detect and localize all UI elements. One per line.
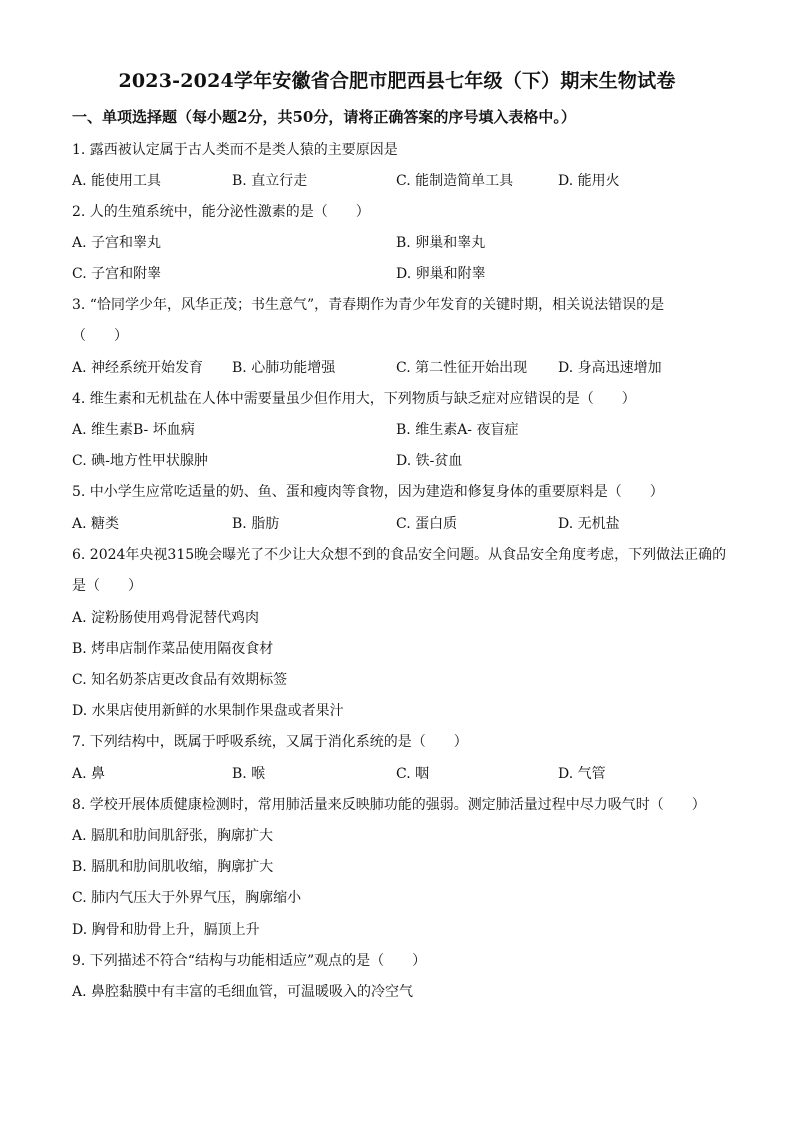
page-title: 2023-2024学年安徽省合肥市肥西县七年级（下）期末生物试卷 xyxy=(118,70,676,92)
option-b: B. 烤串店制作菜品使用隔夜食材 xyxy=(72,641,274,657)
option-row xyxy=(72,264,732,284)
question-stem: 5. 中小学生应常吃适量的奶、鱼、蛋和瘦肉等食物，因为建造和修复身体的重要原料是（ ） xyxy=(72,484,664,500)
option-a: A. 鼻腔黏膜中有丰富的毛细血管，可温暖吸入的冷空气 xyxy=(72,984,414,1000)
section-heading: 一、单项选择题（每小题2分，共50分，请将正确答案的序号填入表格中。） xyxy=(72,108,576,126)
option-a: A. 神经系统开始发育 xyxy=(72,360,204,376)
question-stem-cont: 是（ ） xyxy=(72,578,142,594)
option-row xyxy=(72,358,732,378)
option-a: A. 淀粉肠使用鸡骨泥替代鸡肉 xyxy=(72,610,260,626)
option-a: A. 子宫和睾丸 xyxy=(72,235,162,251)
option-b: B. 膈肌和肋间肌收缩，胸廓扩大 xyxy=(72,859,274,875)
option-c: C. 知名奶茶店更改食品有效期标签 xyxy=(72,672,288,688)
option-a: A. 糖类 xyxy=(72,516,120,532)
option-row xyxy=(72,171,732,191)
option-d: D. 胸骨和肋骨上升，膈顶上升 xyxy=(72,922,260,938)
option-b: B. 维生素A- 夜盲症 xyxy=(396,422,519,438)
question-stem: 9. 下列描述不符合“结构与功能相适应”观点的是（ ） xyxy=(72,953,427,969)
option-row xyxy=(72,451,732,471)
option-c: C. 肺内气压大于外界气压，胸廓缩小 xyxy=(72,890,302,906)
question-stem: 4. 维生素和无机盐在人体中需要量虽少但作用大，下列物质与缺乏症对应错误的是（ ） xyxy=(72,391,636,407)
option-c: C. 蛋白质 xyxy=(396,516,458,532)
option-row xyxy=(72,420,732,440)
question-stem: 2. 人的生殖系统中，能分泌性激素的是（ ） xyxy=(72,204,370,220)
option-a: A. 能使用工具 xyxy=(72,173,162,189)
option-d: D. 水果店使用新鲜的水果制作果盘或者果汁 xyxy=(72,703,344,719)
option-c: C. 咽 xyxy=(396,766,430,782)
question-stem: 7. 下列结构中，既属于呼吸系统，又属于消化系统的是（ ） xyxy=(72,734,468,750)
option-d: D. 卵巢和附睾 xyxy=(396,266,486,282)
option-b: B. 卵巢和睾丸 xyxy=(396,235,486,251)
option-row xyxy=(72,233,732,253)
question-stem: 6. 2024年央视315晚会曝光了不少让大众想不到的食品安全问题。从食品安全角度考虑，下列做法正确的 xyxy=(72,547,727,563)
option-d: D. 气管 xyxy=(558,766,606,782)
option-row xyxy=(72,764,732,784)
option-c: C. 能制造简单工具 xyxy=(396,173,514,189)
option-b: B. 脂肪 xyxy=(232,516,280,532)
question-stem: 8. 学校开展体质健康检测时，常用肺活量来反映肺功能的强弱。测定肺活量过程中尽力吸气时（ ） xyxy=(72,797,706,813)
option-b: B. 喉 xyxy=(232,766,266,782)
question-stem: 3. “恰同学少年，风华正茂；书生意气”，青春期作为青少年发育的关键时期，相关说法错误的是 xyxy=(72,297,665,313)
option-c: C. 第二性征开始出现 xyxy=(396,360,528,376)
option-d: D. 无机盐 xyxy=(558,516,620,532)
question-stem: 1. 露西被认定属于古人类而不是类人猿的主要原因是 xyxy=(72,142,398,158)
option-c: C. 碘-地方性甲状腺肿 xyxy=(72,453,208,469)
option-row xyxy=(72,514,732,534)
option-d: D. 身高迅速增加 xyxy=(558,360,662,376)
option-b: B. 心肺功能增强 xyxy=(232,360,336,376)
option-d: D. 铁-贫血 xyxy=(396,453,463,469)
option-d: D. 能用火 xyxy=(558,173,620,189)
option-b: B. 直立行走 xyxy=(232,173,308,189)
option-c: C. 子宫和附睾 xyxy=(72,266,162,282)
option-a: A. 膈肌和肋间肌舒张，胸廓扩大 xyxy=(72,828,274,844)
question-stem-cont: （ ） xyxy=(72,328,128,344)
option-a: A. 鼻 xyxy=(72,766,106,782)
option-a: A. 维生素B- 坏血病 xyxy=(72,422,195,438)
